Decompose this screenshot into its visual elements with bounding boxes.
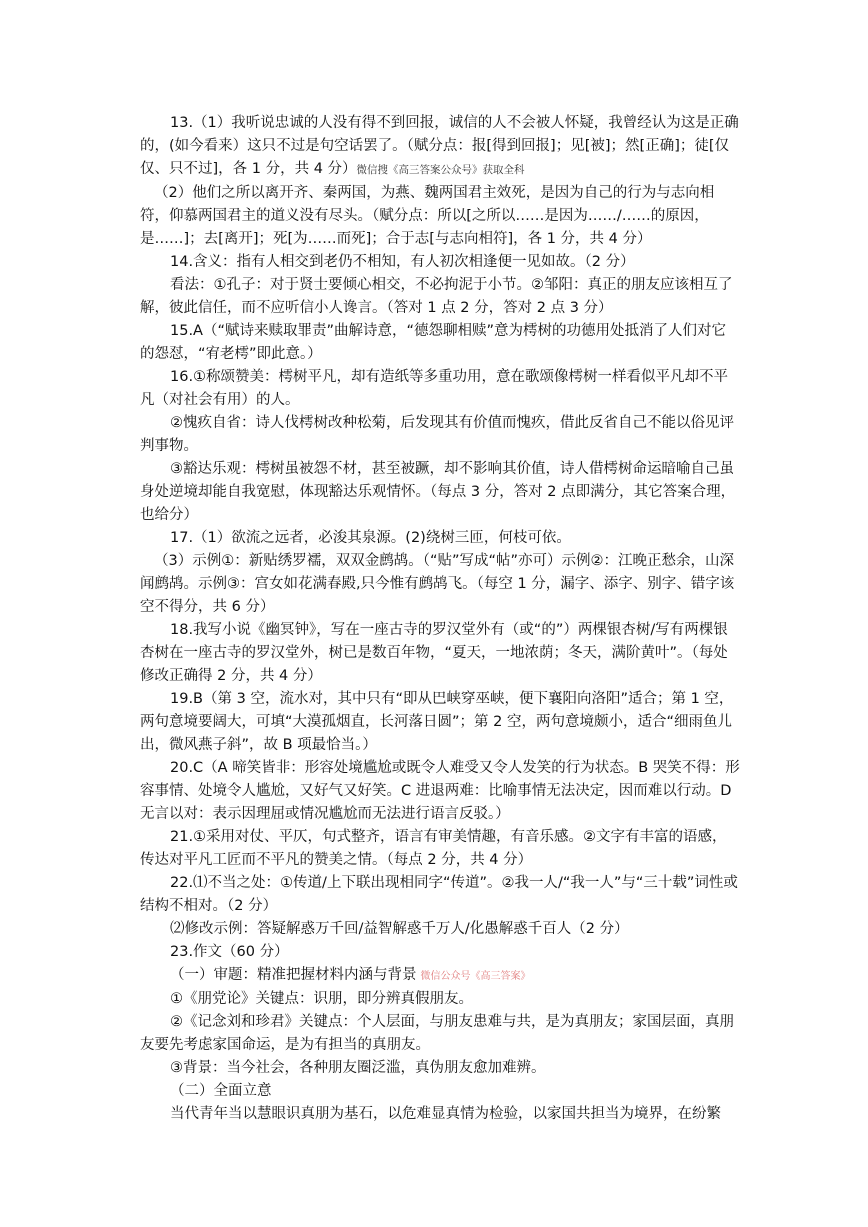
answer-22-2: ⑵修改示例：答疑解惑万千回/益智解惑千万人/化愚解惑千百人（2 分） bbox=[170, 921, 629, 937]
answer-13-1 bbox=[140, 112, 740, 182]
section-1-title: （一）审题：精准把握材料内涵与背景 bbox=[170, 967, 417, 983]
answer-16-2: ②愧疚自省：诗人伐樗树改种松菊，后发现其有价值而愧疚，借此反省自己不能以俗见评判事物。 bbox=[140, 415, 734, 454]
answer-text bbox=[140, 112, 740, 1126]
answer-20: 20.C（A 啼笑皆非：形容处境尴尬或既令人难受又令人发笑的行为状态。B 哭笑不得：形容事情、处境令人尴尬，又好气又好笑。C 进退两难：比喻事情无法决定，因而难以行动。D 无言以对：表示因理屈或情况尴尬而无法进行语言反驳。） bbox=[140, 760, 740, 822]
answer-17-1: 17.（1）欲流之远者，必浚其泉源。(2)绕树三匝，何枝可依。 bbox=[170, 530, 571, 546]
section-1-heading bbox=[140, 964, 740, 988]
answer-19: 19.B（第 3 空，流水对，其中只有“即从巴峡穿巫峡，便下襄阳向洛阳”适合；第 1 空，两句意境要阔大，可填“大漠孤烟直，长河落日圆”；第 2 空，两句意境颇小，适合“细雨鱼儿出，微风燕子斜”，故 B 项最恰当。） bbox=[140, 691, 734, 753]
section-1-point-1: ①《朋党论》关键点：识朋，即分辨真假朋友。 bbox=[170, 991, 473, 1007]
section-1-point-3: ③背景：当今社会，各种朋友圈泛滥，真伪朋友愈加难辨。 bbox=[170, 1060, 546, 1076]
answer-14-view: 看法：①孔子：对于贤士要倾心相交，不必拘泥于小节。②邹阳：真正的朋友应该相互了解，彼此信任，而不应听信小人谗言。（答对 1 点 2 分，答对 2 点 3 分） bbox=[140, 277, 733, 316]
section-1-point-2: ②《记念刘和珍君》关键点：个人层面，与朋友患难与共，是为真朋友；家国层面，真朋友要先考虑家国命运，是为有担当的真朋友。 bbox=[140, 1014, 734, 1053]
section-2-heading: （二）全面立意 bbox=[170, 1083, 272, 1099]
answer-17-3: （3）示例①：新贴绣罗襦，双双金鹧鸪。（“贴”写成“帖”亦可）示例②：江晚正愁余，山深闻鹧鸪。示例③：宫女如花满春殿,只今惟有鹧鸪飞。（每空 1 分，漏字、添字、别字、错字该空不得分，共 6 分） bbox=[140, 553, 735, 615]
answer-23: 23.作文（60 分） bbox=[170, 944, 289, 960]
answer-13-2: （2）他们之所以离开齐、秦两国，为燕、魏两国君主效死，是因为自己的行为与志向相符，仰慕两国君主的道义没有尽头。（赋分点：所以[之所以……是因为……/……的原因，是……]；去[离开]；死[为……而死]；合于志[与志向相符]，各 1 分，共 4 分） bbox=[140, 185, 715, 247]
answer-21: 21.①采用对仗、平仄，句式整齐，语言有审美情趣，有音乐感。②文字有丰富的语感，传达对平凡工匠而不平凡的赞美之情。（每点 2 分，共 4 分） bbox=[140, 829, 727, 868]
answer-18: 18.我写小说《幽冥钟》，写在一座古寺的罗汉堂外有（或“的”）两棵银杏树/写有两棵银杏树在一座古寺的罗汉堂外，树已是数百年物，“夏天，一地浓荫；冬天，满阶黄叶”。（每处修改正确得 2 分，共 4 分） bbox=[140, 622, 728, 684]
section-2-text: 当代青年当以慧眼识真朋为基石，以危难显真情为检验，以家国共担当为境界，在纷繁 bbox=[170, 1106, 721, 1122]
answer-16-3: ③豁达乐观：樗树虽被怨不材，甚至被蹶，却不影响其价值，诗人借樗树命运暗喻自己虽身处逆境却能自我宽慰，体现豁达乐观情怀。（每点 3 分，答对 2 点即满分，其它答案合理，也给分） bbox=[140, 461, 736, 523]
watermark: 微信公众号《高三答案》 bbox=[420, 971, 531, 982]
answer-15: 15.A（“赋诗来赎取罪责”曲解诗意，“德怨聊相赎”意为樗树的功德用处抵消了人们对它的怨怼，“宥老樗”即此意。） bbox=[140, 323, 727, 362]
answer-22-1: 22.⑴不当之处：①传道/上下联出现相同字“传道”。②我一人/“我一人”与“三十载”词性或结构不相对。（2 分） bbox=[140, 875, 738, 914]
answer-13-1-text: 13.（1）我听说忠诚的人没有得不到回报，诚信的人不会被人怀疑，我曾经认为这是正确的，(如今看来）这只不过是句空话罢了。（赋分点：报[得到回报]；见[被]；然[正确]；徒[仅仅、只不过]，各 1 分，共 4 分） bbox=[140, 115, 739, 177]
wechat-note: 微信搜《高三答案公众号》获取全科 bbox=[356, 164, 525, 176]
answer-16-1: 16.①称颂赞美：樗树平凡，却有造纸等多重功用，意在歌颂像樗树一样看似平凡却不平凡（对社会有用）的人。 bbox=[140, 369, 729, 408]
answer-14-meaning: 14.含义：指有人相交到老仍不相知，有人初次相逢便一见如故。（2 分） bbox=[170, 254, 635, 270]
